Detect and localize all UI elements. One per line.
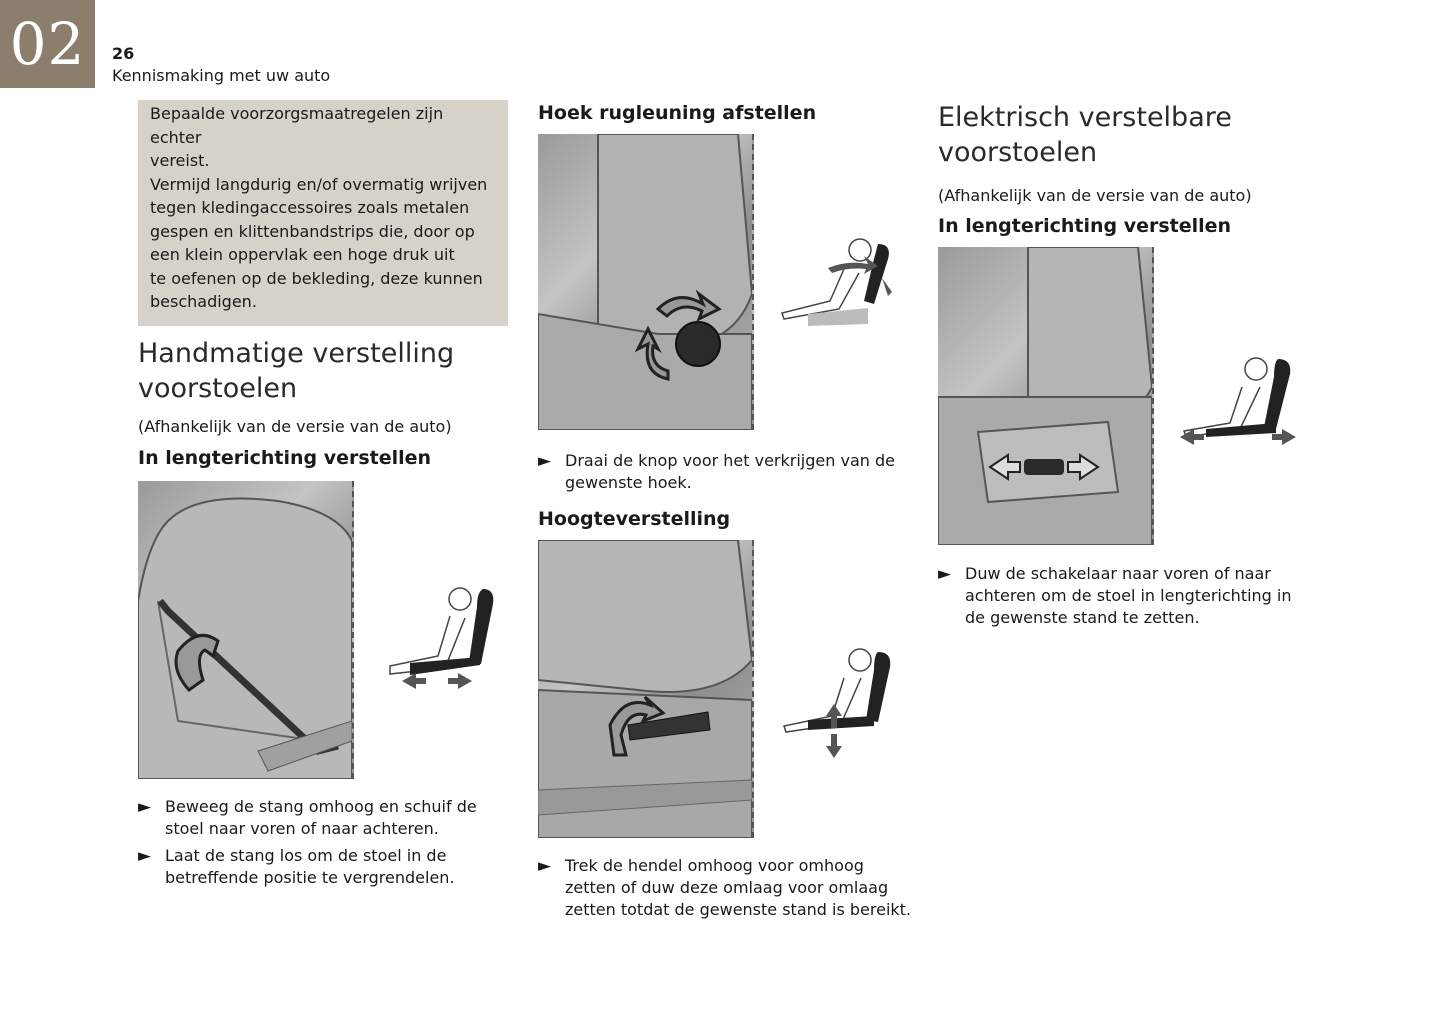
heading-line: voorstoelen: [138, 372, 298, 404]
note-line: Vermijd langdurig en/of overmatig wrijven: [150, 174, 488, 194]
bullet-line: betreffende positie te vergrendelen.: [165, 867, 455, 887]
bullet-line: de gewenste stand te zetten.: [965, 608, 1200, 627]
note-line: vereist.: [150, 151, 210, 170]
note-line: beschadigen.: [150, 292, 257, 311]
seat-height-icon: [778, 644, 902, 762]
bullet-line: Laat de stang los om de stoel in de: [165, 845, 447, 865]
version-note: (Afhankelijk van de versie van de auto): [938, 186, 1252, 205]
height-heading: Hoogteverstelling: [538, 508, 731, 530]
bullet-line: Duw de schakelaar naar voren of naar: [965, 564, 1271, 583]
column-manual-seat: [138, 100, 508, 889]
bullet-item: [538, 450, 918, 494]
bullet-line: zetten totdat de gewenste stand is bereikt.: [565, 900, 912, 919]
backrest-knob-photo: [538, 134, 754, 430]
note-line: te oefenen op de bekleding, deze kunnen: [150, 268, 483, 288]
longitudinal-subheading: In lengterichting verstellen: [138, 446, 432, 469]
bullet-marker: ►: [538, 856, 552, 876]
version-note: (Afhankelijk van de versie van de auto): [138, 416, 452, 436]
manual-longitudinal-figure: [138, 481, 508, 779]
note-line: gespen en klittenbandstrips die, door op: [150, 221, 475, 241]
seat-longitudinal-icon: [380, 581, 504, 701]
electric-seat-heading: [938, 100, 1318, 170]
chapter-tab: [0, 0, 95, 88]
seat-bar-photo: [138, 481, 354, 779]
height-lever-photo: [538, 540, 754, 838]
bullet-marker: ►: [538, 451, 552, 471]
backrest-heading: Hoek rugleuning afstellen: [538, 102, 817, 124]
bullet-line: gewenste hoek.: [565, 473, 692, 492]
bullet-line: zetten of duw deze omlaag voor omlaag: [565, 878, 889, 897]
bullet-item: [138, 796, 508, 840]
bullet-marker: ►: [138, 845, 152, 866]
bullet-marker: ►: [938, 564, 952, 584]
note-line: een klein oppervlak een hoge druk uit: [150, 245, 455, 264]
longitudinal-subheading: In lengterichting verstellen: [938, 215, 1232, 237]
electric-switch-photo: [938, 247, 1154, 545]
bullet-line: achteren om de stoel in lengterichting in: [965, 586, 1292, 605]
heading-line: voorstoelen: [938, 137, 1098, 168]
bullet-item: [938, 563, 1318, 629]
chapter-title: Kennismaking met uw auto: [112, 66, 331, 85]
chapter-number: 02: [9, 10, 86, 78]
heading-line: Handmatige verstelling: [138, 337, 455, 369]
seat-longitudinal-icon: [1180, 353, 1298, 445]
height-figure: [538, 540, 918, 838]
electric-longitudinal-figure: [938, 247, 1318, 545]
note-line: Bepaalde voorzorgsmaatregelen zijn echter: [150, 104, 444, 147]
precaution-note: [138, 100, 508, 326]
backrest-angle-icon: [778, 234, 902, 326]
bullet-item: [138, 845, 508, 889]
bullet-item: [538, 855, 918, 921]
bullet-line: Trek de hendel omhoog voor omhoog: [565, 856, 864, 875]
bullet-line: stoel naar voren of naar achteren.: [165, 818, 439, 838]
note-line: tegen kledingaccessoires zoals metalen: [150, 198, 470, 217]
manual-seat-heading: [138, 336, 508, 406]
page-number: 26: [112, 44, 135, 63]
bullet-marker: ►: [138, 796, 152, 817]
heading-line: Elektrisch verstelbare: [938, 102, 1232, 133]
bullet-line: Draai de knop voor het verkrijgen van de: [565, 451, 895, 470]
column-backrest-height: [538, 100, 918, 921]
backrest-figure: [538, 134, 918, 430]
column-electric-seat: [938, 100, 1318, 629]
bullet-line: Beweeg de stang omhoog en schuif de: [165, 796, 477, 816]
